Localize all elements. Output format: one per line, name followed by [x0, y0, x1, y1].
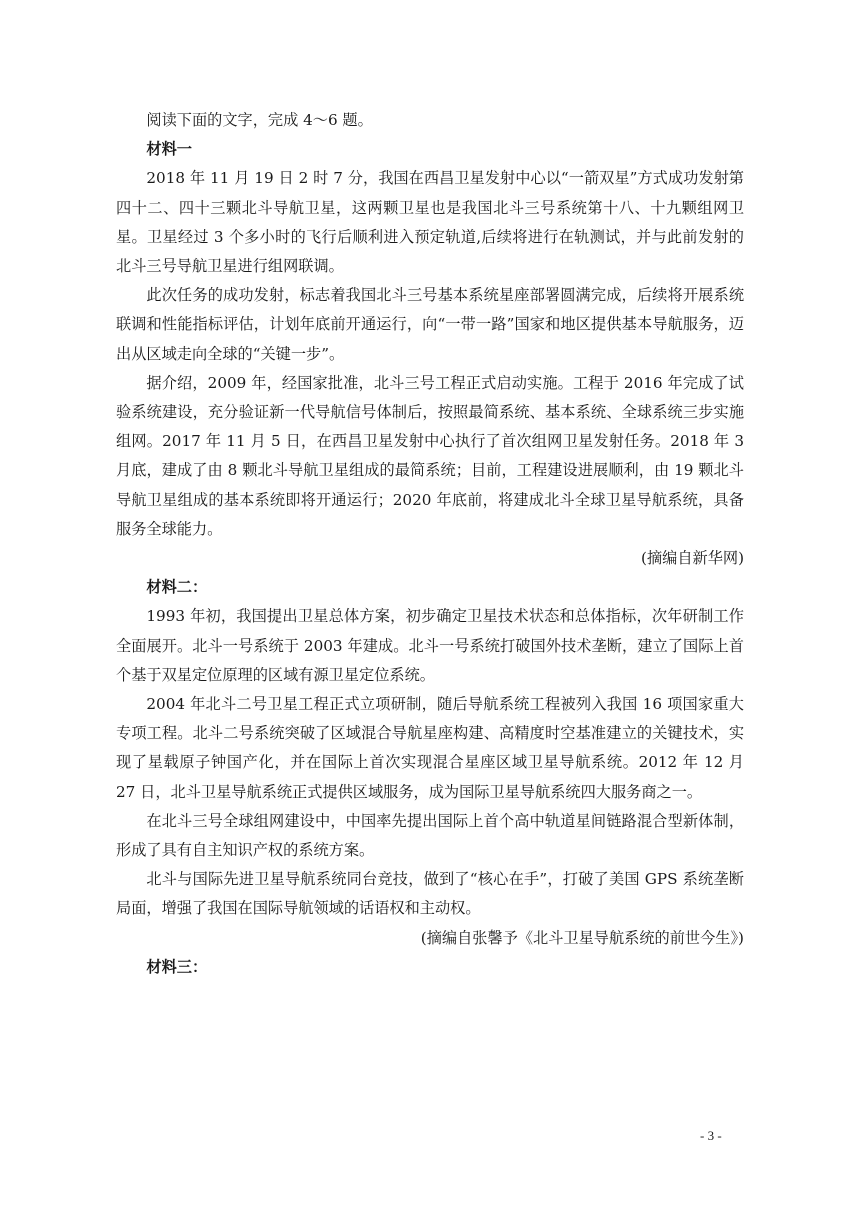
- material-two-paragraph: 1993 年初，我国提出卫星总体方案，初步确定卫星技术状态和总体指标，次年研制工作全面展开。北斗一号系统于 2003 年建成。北斗一号系统打破国外技术垄断，建立了国际上首个基于双星定位原理的区域有源卫星定位系统。: [116, 607, 744, 684]
- page-number: - 3 -: [700, 1128, 722, 1143]
- material-one-heading: 材料一: [146, 140, 192, 159]
- material-two-heading: 材料二：: [146, 578, 208, 597]
- reading-instruction: 阅读下面的文字，完成 4～6 题。: [146, 111, 373, 129]
- material-one-paragraph: 此次任务的成功发射，标志着我国北斗三号基本系统星座部署圆满完成，后续将开展系统联调和性能指标评估，计划年底前开通运行，向“一带一路”国家和地区提供基本导航服务，迈出从区域走向全球的“关键一步”。: [116, 286, 744, 363]
- document-page: [116, 106, 744, 982]
- material-two-source: (摘编自张馨予《北斗卫星导航系统的前世今生》): [420, 928, 744, 947]
- material-one-source: (摘编自新华网): [641, 549, 744, 568]
- material-two-paragraph: 2004 年北斗二号卫星工程正式立项研制，随后导航系统工程被列入我国 16 项国家重大专项工程。北斗二号系统突破了区域混合导航星座构建、高精度时空基准建立的关键技术，实现了星载原子钟国产化，并在国际上首次实现混合星座区域卫星导航系统。2012 年 12 月 27 日，北斗卫星导航系统正式提供区域服务，成为国际卫星导航系统四大服务商之一。: [116, 695, 744, 801]
- material-three-heading: 材料三：: [146, 957, 208, 976]
- material-two-paragraph: 北斗与国际先进卫星导航系统同台竞技，做到了“核心在手”，打破了美国 GPS 系统垄断局面，增强了我国在国际导航领域的话语权和主动权。: [116, 870, 744, 918]
- material-one-paragraph: 据介绍，2009 年，经国家批准，北斗三号工程正式启动实施。工程于 2016 年完成了试验系统建设，充分验证新一代导航信号体制后，按照最简系统、基本系统、全球系统三步实施组网。2017 年 11 月 5 日，在西昌卫星发射中心执行了首次组网卫星发射任务。2018 年 3 月底，建成了由 8 颗北斗导航卫星组成的最简系统；目前，工程建设进展顺利，由 19 颗北斗导航卫星组成的基本系统即将开通运行；2020 年底前，将建成北斗全球卫星导航系统，具备服务全球能力。: [116, 373, 744, 538]
- material-two-paragraph: 在北斗三号全球组网建设中，中国率先提出国际上首个高中轨道星间链路混合型新体制，形成了具有自主知识产权的系统方案。: [116, 811, 744, 860]
- material-one-paragraph: 2018 年 11 月 19 日 2 时 7 分，我国在西昌卫星发射中心以“一箭双星”方式成功发射第四十二、四十三颗北斗导航卫星，这两颗卫星也是我国北斗三号系统第十八、十九颗组网卫星。卫星经过 3 个多小时的飞行后顺利进入预定轨道,后续将进行在轨测试，并与此前发射的北斗三号导航卫星进行组网联调。: [116, 169, 744, 276]
